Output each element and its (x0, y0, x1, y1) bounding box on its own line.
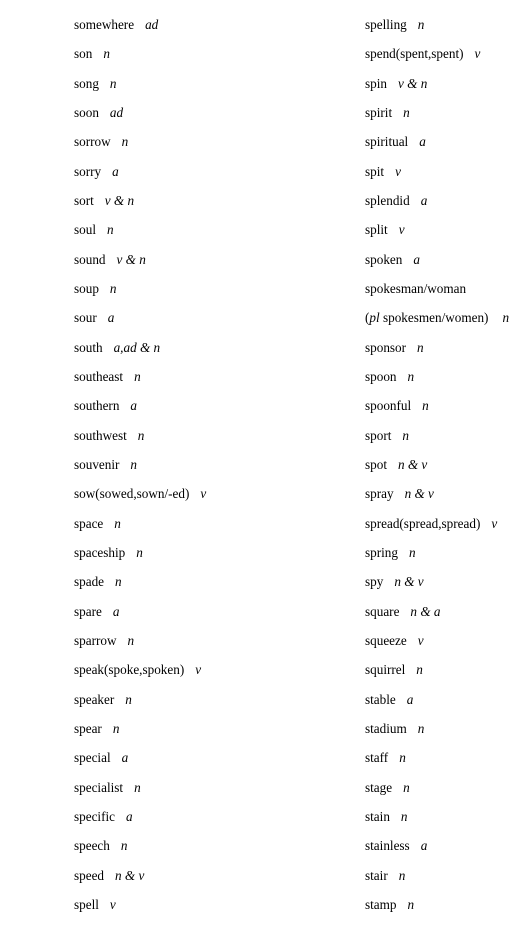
entry-word: speed (74, 867, 105, 883)
entry-part-of-speech: v (195, 662, 202, 678)
entry-part-of-speech: n (127, 632, 135, 648)
word-entry (74, 604, 206, 633)
entry-part-of-speech: ad (109, 104, 124, 120)
entry-part-of-speech: n (422, 398, 429, 414)
word-entry (365, 780, 509, 809)
entry-part-of-speech: n (403, 779, 410, 795)
word-entry (74, 222, 206, 251)
word-entry (74, 486, 206, 515)
word-entry (365, 340, 509, 369)
word-entry (74, 457, 206, 486)
entry-part-of-speech: n (120, 838, 128, 854)
entry-part-of-speech: a (419, 134, 426, 150)
word-entry (365, 457, 509, 486)
word-entry (74, 369, 206, 398)
word-entry (74, 838, 206, 867)
entry-part-of-speech: v & n (104, 192, 135, 208)
entry-part-of-speech: n (134, 368, 141, 384)
entry-part-of-speech: n (109, 75, 117, 91)
entry-part-of-speech: v (398, 222, 405, 238)
entry-word: south (74, 339, 103, 355)
entry-word: split (365, 222, 388, 238)
entry-part-of-speech: n (408, 544, 416, 560)
word-entry (365, 398, 509, 427)
entry-part-of-speech: v (200, 486, 207, 502)
entry-word: spoonful (365, 398, 412, 414)
entry-part-of-speech: n (398, 867, 406, 883)
entry-part-of-speech: n (417, 17, 425, 32)
word-entry (74, 897, 206, 926)
entry-word: spaceship (74, 544, 126, 560)
left-word-column (74, 17, 206, 926)
word-entry (365, 76, 509, 105)
entry-part-of-speech: a (406, 691, 414, 707)
entry-part-of-speech: v (417, 632, 424, 648)
entry-part-of-speech: n (403, 104, 410, 120)
entry-part-of-speech: n & v (397, 456, 428, 472)
entry-word: southwest (74, 427, 127, 443)
entry-word: spell (74, 896, 99, 912)
entry-word: squeeze (365, 632, 407, 648)
word-entry (74, 252, 206, 281)
entry-word: sow(sowed,sown/-ed) (74, 486, 190, 502)
word-entry (365, 838, 509, 867)
entry-part-of-speech: v (395, 163, 401, 179)
word-entry (365, 486, 509, 515)
entry-word: staff (365, 750, 389, 766)
entry-part-of-speech: v (474, 46, 481, 62)
entry-part-of-speech: a (112, 163, 119, 179)
word-entry (365, 428, 509, 457)
entry-word: stable (365, 691, 396, 707)
entry-word: song (74, 75, 99, 91)
word-entry (365, 222, 509, 251)
entry-part-of-speech: v & n (397, 75, 428, 91)
entry-part-of-speech: n & v (404, 486, 434, 502)
entry-word: spokesmen/women) (379, 310, 489, 326)
entry-part-of-speech: n (417, 720, 425, 736)
entry-word: son (74, 46, 93, 62)
entry-part-of-speech: n (407, 368, 415, 384)
entry-word: spirit (365, 104, 393, 120)
entry-word: specific (74, 808, 116, 824)
entry-part-of-speech: n (399, 750, 406, 766)
word-entry (74, 398, 206, 427)
entry-part-of-speech: n (125, 691, 132, 707)
word-entry (365, 809, 509, 838)
entry-part-of-speech: n (114, 515, 121, 531)
entry-part-of-speech: ad (145, 17, 159, 32)
word-entry (74, 868, 206, 897)
entry-part-of-speech: a (112, 603, 120, 619)
word-entry-plural-note (365, 310, 509, 339)
entry-word: spy (365, 574, 384, 590)
word-entry (365, 633, 509, 662)
word-entry (365, 721, 509, 750)
word-entry (365, 604, 509, 633)
entry-word: spot (365, 456, 387, 472)
entry-part-of-speech: a (107, 310, 115, 326)
entry-part-of-speech: n (103, 46, 110, 62)
word-entry (74, 76, 206, 105)
right-word-column (365, 17, 509, 926)
word-entry (74, 340, 206, 369)
entry-part-of-speech: n (502, 310, 510, 326)
entry-part-of-speech: n (106, 222, 114, 238)
entry-word: stage (365, 779, 393, 795)
entry-word: stainless (365, 838, 410, 854)
word-entry (365, 750, 509, 779)
entry-part-of-speech: v (109, 896, 116, 912)
entry-word: spokesman/woman (365, 280, 467, 296)
entry-word: soul (74, 222, 96, 238)
entry-part-of-speech: v & n (116, 251, 146, 267)
word-entry (74, 428, 206, 457)
entry-open-paren: ( (365, 310, 370, 326)
word-entry (365, 281, 509, 310)
entry-word: somewhere (74, 17, 135, 32)
entry-word: square (365, 603, 400, 619)
word-entry (74, 281, 206, 310)
word-entry (365, 574, 509, 603)
word-entry (74, 310, 206, 339)
entry-part-of-speech: n (416, 662, 423, 678)
entry-word: spoken (365, 251, 403, 267)
entry-word: stair (365, 867, 388, 883)
word-entry (74, 545, 206, 574)
entry-part-of-speech: n (137, 427, 145, 443)
entry-part-of-speech: n (136, 544, 143, 560)
entry-part-of-speech: v (491, 515, 498, 531)
entry-word: speech (74, 838, 110, 854)
entry-part-of-speech: a (420, 192, 428, 208)
word-entry (365, 164, 509, 193)
word-entry (365, 369, 509, 398)
entry-part-of-speech: a (121, 750, 129, 766)
entry-word: space (74, 515, 104, 531)
entry-word: stain (365, 808, 390, 824)
entry-word: souvenir (74, 456, 120, 472)
word-entry (74, 662, 206, 691)
entry-part-of-speech: n (112, 720, 120, 736)
entry-word: spray (365, 486, 394, 502)
entry-part-of-speech: n (130, 456, 138, 472)
entry-word: spring (365, 544, 398, 560)
entry-word: spade (74, 574, 105, 590)
entry-part-of-speech: n (109, 280, 117, 296)
entry-word: sport (365, 427, 392, 443)
entry-part-of-speech: a,ad & n (113, 339, 161, 355)
word-entry (74, 516, 206, 545)
word-entry (74, 17, 206, 46)
entry-word: stamp (365, 896, 397, 912)
entry-word: spear (74, 720, 102, 736)
entry-word: sour (74, 310, 97, 326)
entry-word: splendid (365, 192, 410, 208)
entry-word: sparrow (74, 632, 117, 648)
entry-part-of-speech: a (130, 398, 138, 414)
entry-part-of-speech: n (400, 808, 408, 824)
entry-word: southern (74, 398, 120, 414)
entry-part-of-speech: n (134, 779, 141, 795)
word-entry (365, 193, 509, 222)
entry-part-of-speech: n & v (115, 867, 145, 883)
entry-part-of-speech: a (420, 838, 428, 854)
entry-word: specialist (74, 779, 124, 795)
entry-part-of-speech: a (413, 251, 420, 267)
entry-part-of-speech: n (115, 574, 122, 590)
entry-word: spit (365, 163, 385, 179)
entry-word: sorrow (74, 134, 111, 150)
entry-word: sponsor (365, 339, 407, 355)
entry-word: special (74, 750, 111, 766)
entry-word: spoon (365, 368, 397, 384)
entry-word: sorry (74, 163, 102, 179)
word-entry (74, 809, 206, 838)
entry-word: sound (74, 251, 106, 267)
word-entry (365, 868, 509, 897)
entry-word: soon (74, 104, 99, 120)
word-entry (74, 574, 206, 603)
word-entry (74, 633, 206, 662)
word-entry (365, 692, 509, 721)
entry-word: speak(spoke,spoken) (74, 662, 185, 678)
entry-part-of-speech: n & v (394, 574, 424, 590)
word-entry (365, 46, 509, 75)
entry-word: squirrel (365, 662, 406, 678)
word-entry (74, 750, 206, 779)
word-entry (74, 193, 206, 222)
entry-word: stadium (365, 720, 407, 736)
entry-word: soup (74, 280, 99, 296)
entry-part-of-speech: a (126, 808, 133, 824)
entry-part-of-speech: n (417, 339, 424, 355)
word-entry (365, 516, 509, 545)
entry-part-of-speech: n (121, 134, 129, 150)
word-entry (74, 46, 206, 75)
entry-part-of-speech: n (407, 896, 415, 912)
entry-word: spread(spread,spread) (365, 515, 481, 531)
word-entry (74, 780, 206, 809)
word-entry (365, 17, 509, 46)
word-entry (365, 897, 509, 926)
entry-word: spin (365, 75, 387, 91)
entry-word: southeast (74, 368, 124, 384)
entry-word: spelling (365, 17, 407, 32)
word-entry (74, 164, 206, 193)
word-entry (74, 721, 206, 750)
word-entry (74, 692, 206, 721)
entry-part-of-speech: n & a (410, 603, 441, 619)
entry-plural-marker: pl (369, 310, 380, 326)
word-entry (365, 105, 509, 134)
entry-part-of-speech: n (402, 427, 409, 443)
entry-word: spare (74, 603, 102, 619)
word-entry (365, 134, 509, 163)
entry-word: sort (74, 192, 94, 208)
word-entry (365, 662, 509, 691)
word-entry (74, 105, 206, 134)
entry-word: speaker (74, 691, 115, 707)
word-entry (365, 545, 509, 574)
entry-word: spiritual (365, 134, 409, 150)
entry-word: spend(spent,spent) (365, 46, 464, 62)
word-entry (74, 134, 206, 163)
word-entry (365, 252, 509, 281)
